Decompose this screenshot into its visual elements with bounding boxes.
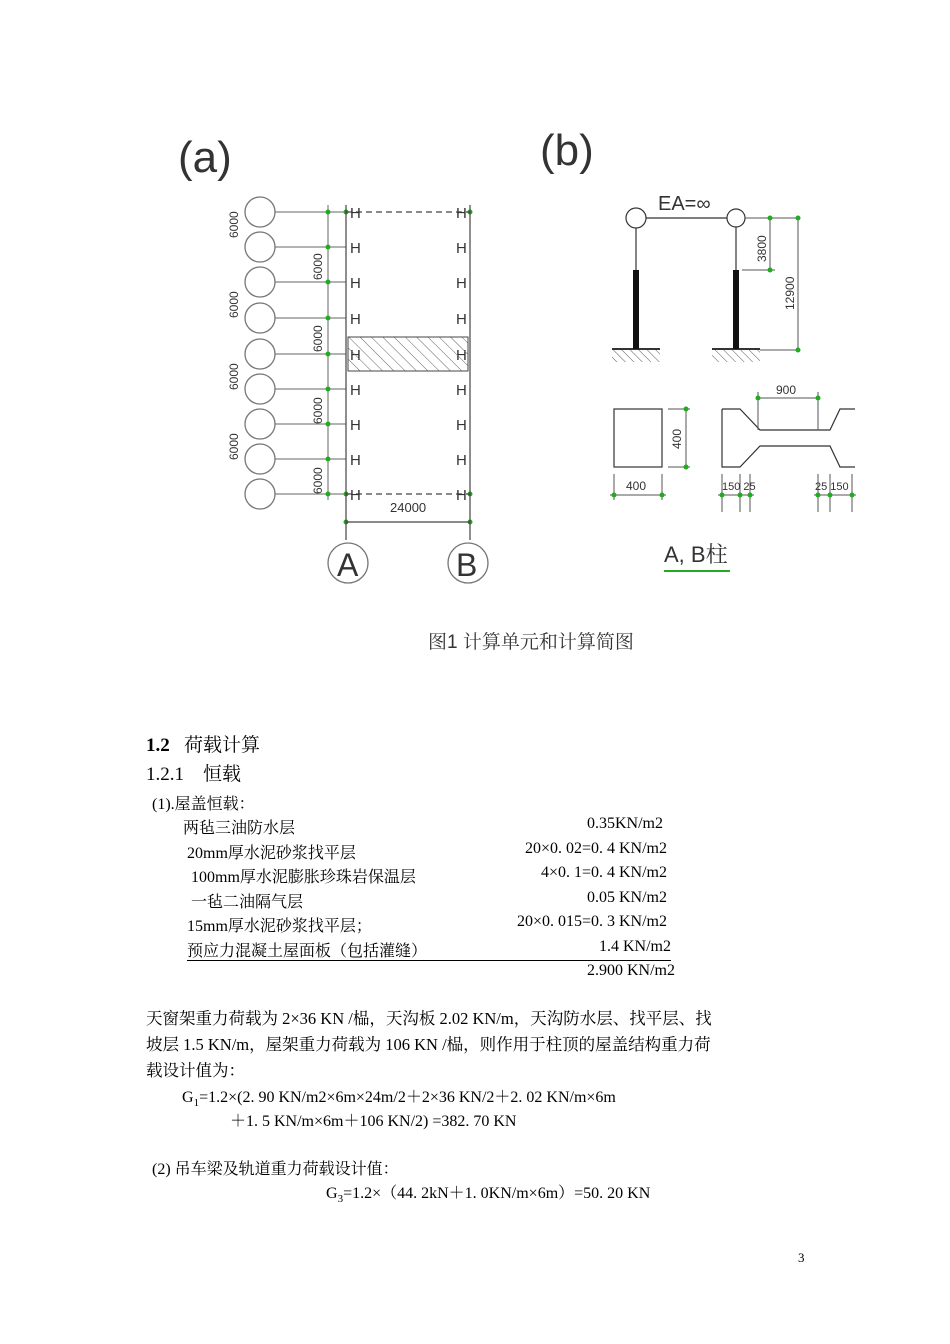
lower-column-section [722, 409, 855, 467]
dim-6000-a: 6000 [227, 211, 241, 238]
roof-load-value: 0.05 KN/m2 [587, 889, 667, 906]
svg-text:H: H [350, 382, 361, 399]
g1-expression: =1.2×(2. 90 KN/m2×6m×24m/2＋2×36 KN/2＋2. 02 KN/m×6m [199, 1089, 616, 1106]
crane-heading: (2) 吊车梁及轨道重力荷载设计值： [152, 1161, 399, 1178]
section-number: 1.2 [146, 735, 170, 756]
roof-load-total [420, 962, 675, 986]
roof-load-value: 0.35KN/m2 [587, 815, 663, 832]
svg-text:H: H [456, 275, 467, 292]
g1-formula-line1 [182, 1084, 616, 1109]
roof-load-row [191, 889, 667, 913]
dim-12900: 12900 [783, 276, 797, 310]
dim-6000-g: 6000 [311, 397, 325, 424]
roof-load-label: 100mm厚水泥膨胀珍珠岩保温层 [191, 869, 416, 886]
dim-3800: 3800 [755, 235, 769, 262]
dim-labels-6000 [227, 211, 325, 494]
dim-900: 900 [776, 383, 797, 397]
roof-load-row [183, 815, 663, 839]
dim-6000-f: 6000 [311, 325, 325, 352]
dim-6000-h: 6000 [311, 467, 325, 494]
g3-subscript: 3 [337, 1193, 344, 1206]
calc-unit-hatch [348, 337, 468, 371]
roof-load-heading: (1).屋盖恒载： [152, 796, 255, 813]
roof-load-label: 两毡三油防水层 [183, 820, 296, 837]
dim-150-25: 150 25 [722, 481, 756, 493]
upper-column-section [614, 409, 662, 467]
figure-b-label: (b) [540, 126, 594, 175]
ea-label: EA=∞ [658, 193, 711, 215]
g1-symbol: G [182, 1089, 194, 1106]
roof-load-label: 15mm厚水泥砂浆找平层； [187, 918, 372, 935]
roof-load-total-value: 2.900 KN/m2 [587, 962, 675, 979]
figure-caption: 图1 计算单元和计算简图 [428, 632, 634, 653]
frame-plan [346, 205, 470, 540]
section-heading [146, 730, 260, 757]
roof-load-value: 4×0. 1=0. 4 KN/m2 [540, 864, 667, 881]
g1-subscript: 1 [193, 1097, 200, 1110]
svg-text:H: H [456, 205, 467, 222]
dim-6000-b: 6000 [227, 291, 241, 318]
roof-load-row [187, 913, 667, 937]
description-paragraph [146, 1006, 712, 1084]
roof-load-row [187, 938, 671, 961]
subsection-heading [146, 759, 241, 786]
svg-text:H: H [456, 311, 467, 328]
g1-formula-line2: ＋1. 5 KN/m×6m＋106 KN/2) =382. 70 KN [230, 1113, 517, 1130]
dim-400-horizontal: 400 [626, 479, 647, 493]
roof-load-value: 20×0. 015=0. 3 KN/m2 [516, 913, 667, 930]
svg-text:H: H [456, 487, 467, 504]
figure-a-label: (a) [178, 133, 232, 182]
roof-load-label: 一毡二油隔气层 [191, 894, 304, 911]
svg-text:H: H [456, 417, 467, 434]
column-caption: A, B柱 [664, 542, 728, 567]
paragraph-line: 坡层 1.5 KN/m，屋架重力荷载为 106 KN /榀，则作用于柱顶的屋盖结构重力荷 [146, 1035, 711, 1054]
paragraph-line: 天窗架重力荷载为 2×36 KN /榀，天沟板 2.02 KN/m，天沟防水层、找平层、找 [146, 1009, 712, 1028]
g3-formula [326, 1180, 650, 1205]
svg-text:H: H [350, 275, 361, 292]
roof-load-label: 预应力混凝土屋面板（包括灌缝） [187, 943, 428, 960]
dim-6000-d: 6000 [227, 433, 241, 460]
paragraph-line: 载设计值为： [146, 1061, 245, 1080]
dim-400-vertical: 400 [670, 428, 684, 449]
dim-24000: 24000 [390, 500, 427, 515]
section-title: 荷载计算 [184, 735, 261, 756]
svg-text:H: H [456, 382, 467, 399]
dim-6000-c: 6000 [227, 363, 241, 390]
svg-text:H: H [350, 311, 361, 328]
svg-text:H: H [350, 205, 361, 222]
svg-text:H: H [456, 240, 467, 257]
svg-text:H: H [456, 452, 467, 469]
axis-b-label: B [456, 547, 478, 583]
dim-6000-e: 6000 [311, 253, 325, 280]
subsection-title: 恒载 [203, 764, 242, 785]
roof-load-label: 20mm厚水泥砂浆找平层 [187, 845, 356, 862]
roof-load-value: 20×0. 02=0. 4 KN/m2 [524, 840, 667, 857]
svg-text:H: H [350, 240, 361, 257]
subsection-number: 1.2.1 [146, 764, 184, 785]
roof-load-row [187, 840, 667, 864]
svg-text:H: H [350, 487, 361, 504]
page-number: 3 [798, 1250, 805, 1265]
dim-25-150: 25 150 [815, 481, 849, 493]
axis-a-label: A [337, 547, 359, 583]
svg-text:H: H [350, 417, 361, 434]
roof-load-value: 1.4 KN/m2 [599, 938, 671, 955]
g3-expression: =1.2×（44. 2kN＋1. 0KN/m×6m）=50. 20 KN [343, 1185, 651, 1202]
g3-symbol: G [326, 1185, 338, 1202]
svg-text:H: H [350, 452, 361, 469]
grid-bubbles-left [245, 197, 275, 509]
roof-load-row [191, 864, 667, 888]
